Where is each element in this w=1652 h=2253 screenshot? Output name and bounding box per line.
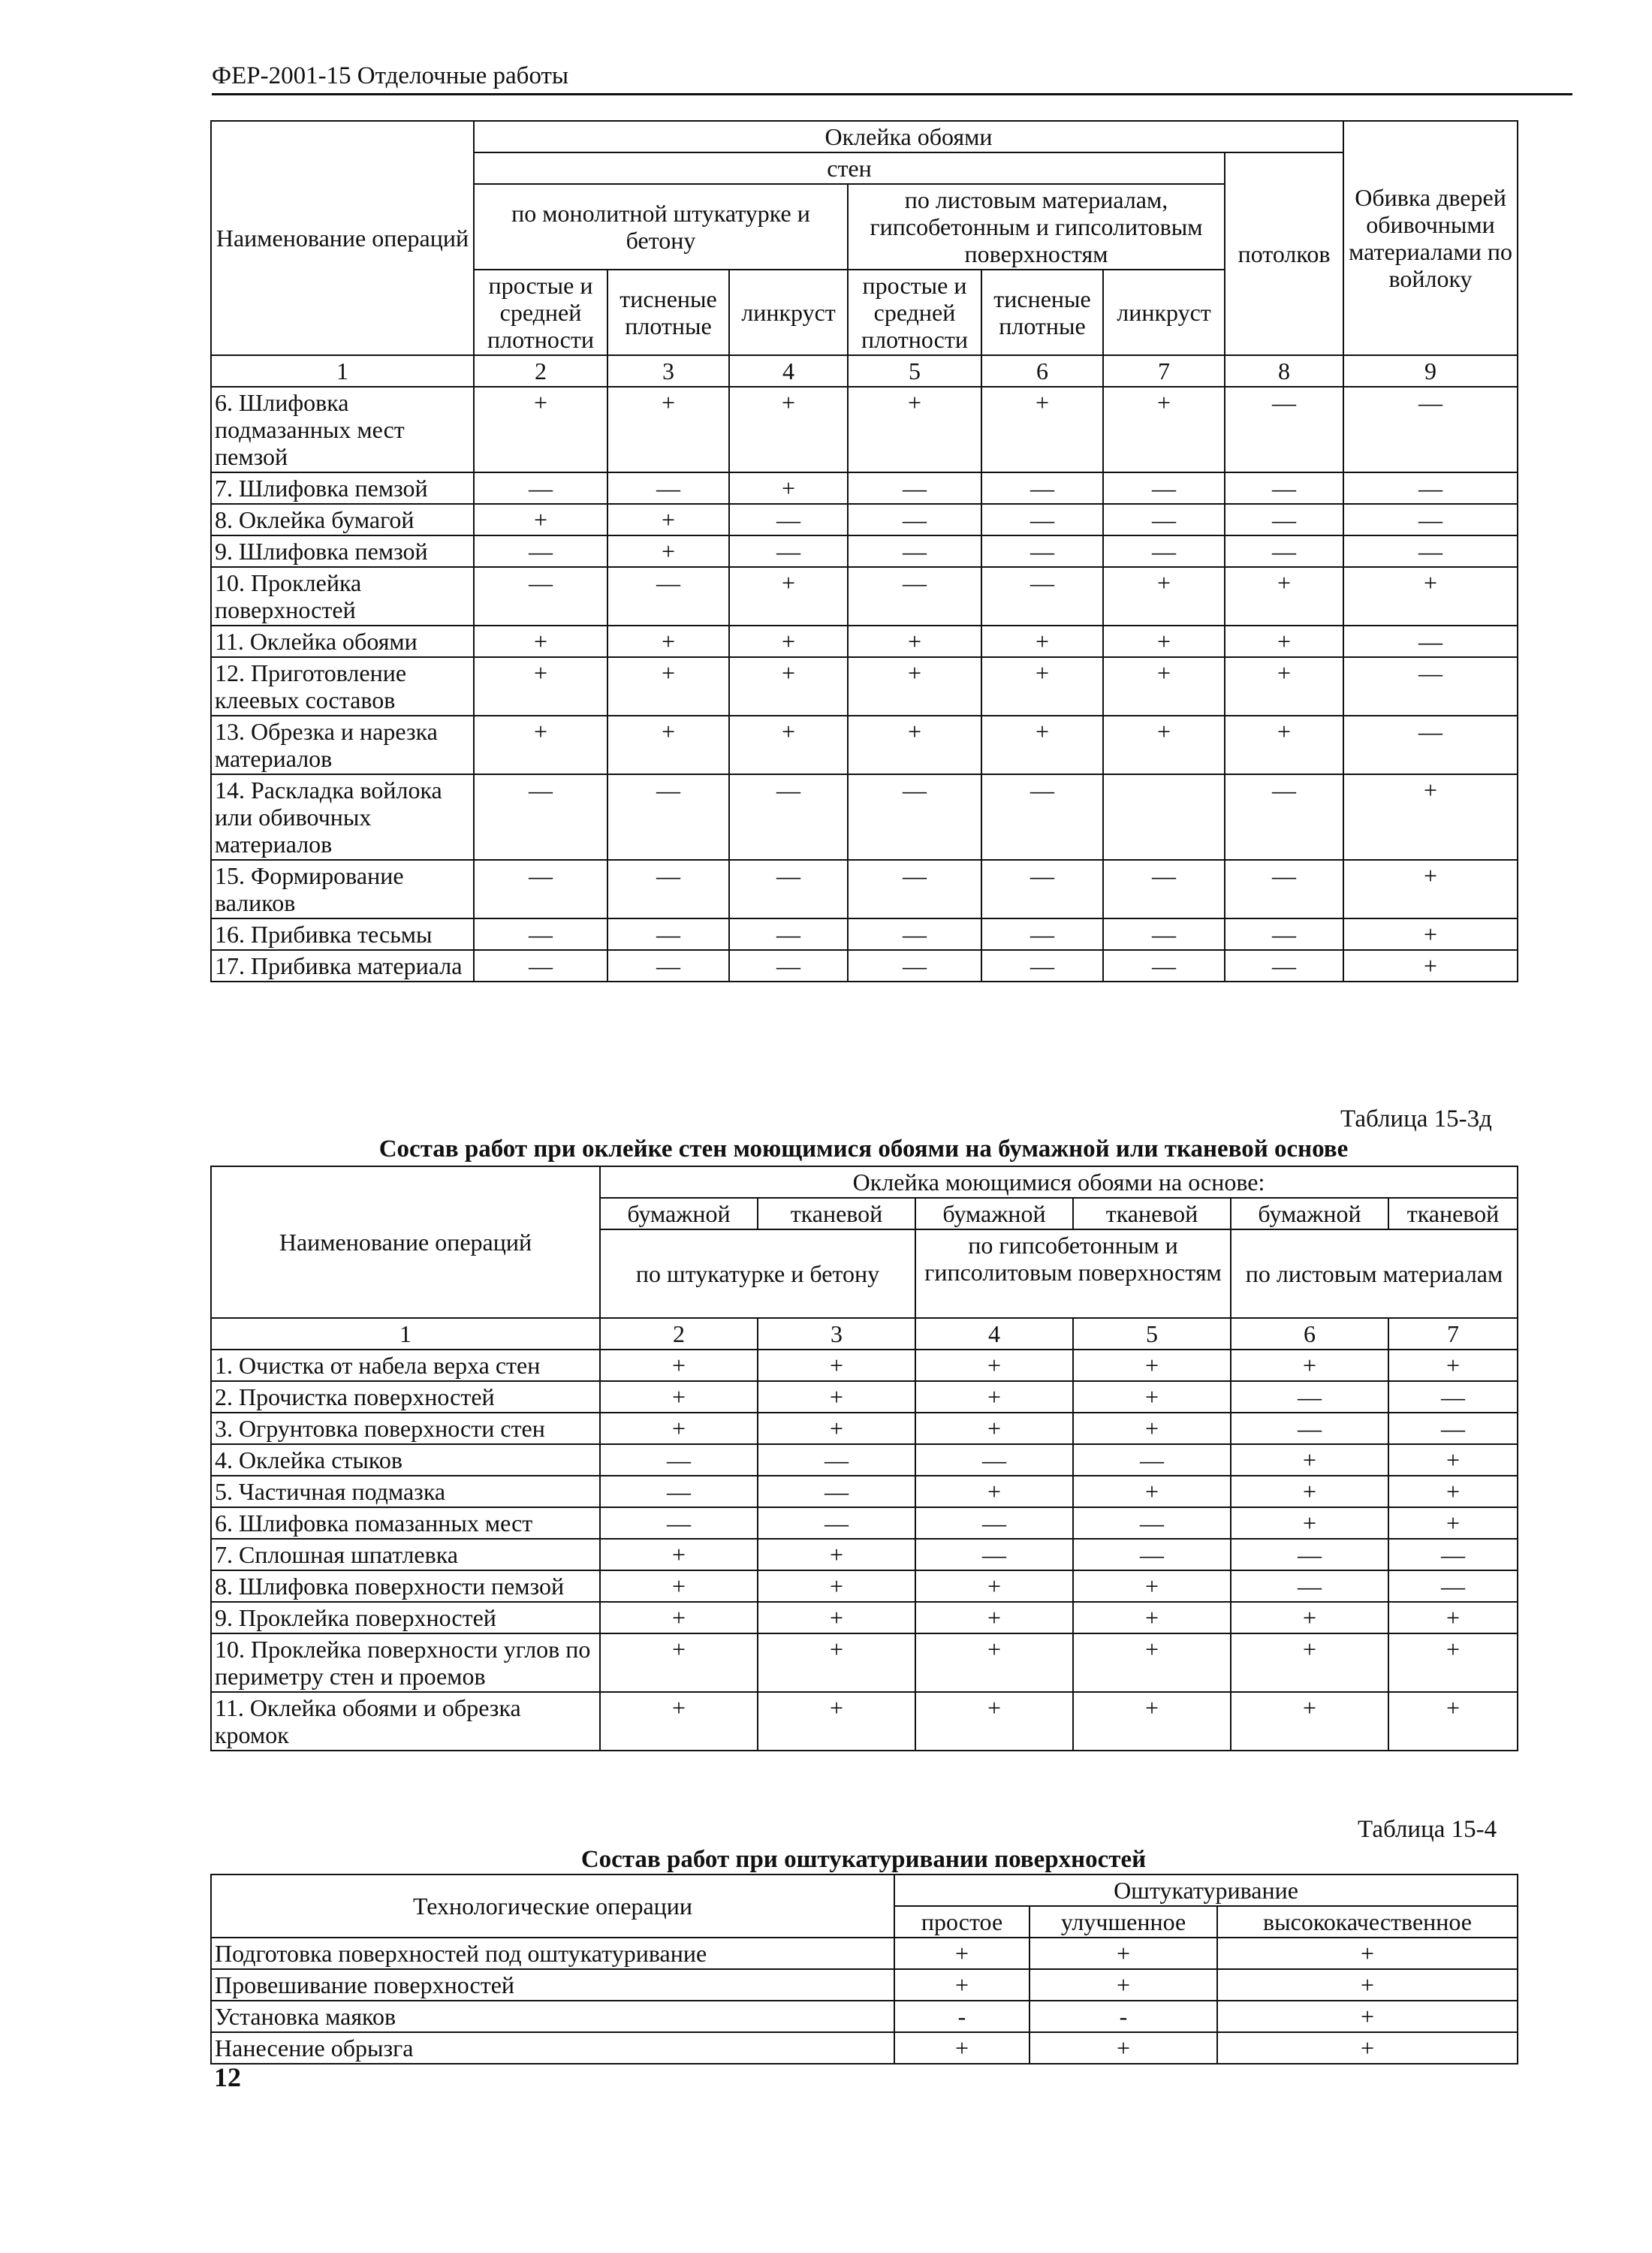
cell-value: —: [1343, 387, 1518, 472]
cell-value: +: [474, 626, 607, 657]
cell-value: —: [915, 1507, 1073, 1539]
operation-name: 8. Оклейка бумагой: [211, 504, 474, 535]
header-operation-name: Наименование операций: [211, 1166, 600, 1318]
table-label: Таблица 15-3д: [1340, 1105, 1492, 1133]
cell-value: —: [600, 1507, 758, 1539]
cell-value: +: [915, 1692, 1073, 1751]
cell-value: —: [981, 472, 1103, 504]
cell-value: +: [1388, 1507, 1518, 1539]
cell-value: +: [981, 716, 1103, 774]
cell-value: —: [1343, 472, 1518, 504]
cell-value: —: [848, 472, 981, 504]
cell-value: +: [1103, 387, 1225, 472]
cell-value: —: [1103, 504, 1225, 535]
header-door-upholstery: Обивка дверей обивочными материалами по войлоку: [1343, 121, 1518, 355]
cell-value: +: [915, 1570, 1073, 1602]
cell-value: —: [848, 567, 981, 626]
cell-value: —: [981, 567, 1103, 626]
col-number: 7: [1103, 355, 1225, 387]
cell-value: +: [1217, 2001, 1518, 2032]
operation-name: Провешивание поверхностей: [211, 1969, 894, 2001]
cell-value: —: [981, 950, 1103, 982]
header-walls: стен: [474, 152, 1225, 184]
cell-value: —: [1225, 387, 1343, 472]
column-numbers-row: [211, 1318, 1518, 1350]
cell-value: +: [474, 387, 607, 472]
cell-value: +: [758, 1381, 915, 1413]
cell-value: -: [1029, 2001, 1217, 2032]
operation-name: Установка маяков: [211, 2001, 894, 2032]
cell-value: —: [1103, 535, 1225, 567]
cell-value: +: [1231, 1444, 1388, 1476]
cell-value: —: [915, 1444, 1073, 1476]
header-wallpaper: Оклейка обоями: [474, 121, 1343, 152]
cell-value: +: [758, 1539, 915, 1570]
cell-value: +: [758, 1413, 915, 1444]
cell-value: +: [1225, 567, 1343, 626]
cell-value: —: [848, 535, 981, 567]
cell-value: +: [607, 504, 729, 535]
table-row: [211, 716, 1518, 774]
cell-value: —: [848, 774, 981, 860]
table-label: Таблица 15-4: [1358, 1816, 1497, 1843]
cell-value: +: [607, 387, 729, 472]
cell-value: —: [607, 860, 729, 918]
table-row: [211, 774, 1518, 860]
cell-value: —: [1073, 1444, 1231, 1476]
cell-value: +: [474, 504, 607, 535]
cell-value: +: [758, 1633, 915, 1692]
cell-value: —: [981, 860, 1103, 918]
operation-name: 6. Шлифовка подмазанных мест пемзой: [211, 387, 474, 472]
col-number: 1: [211, 355, 474, 387]
table-row: [211, 1444, 1518, 1476]
operation-name: Нанесение обрызга: [211, 2032, 894, 2064]
cell-value: +: [600, 1381, 758, 1413]
cell-value: +: [607, 657, 729, 716]
table-row: [211, 1507, 1518, 1539]
table-row: [211, 472, 1518, 504]
cell-value: +: [1073, 1381, 1231, 1413]
cell-value: +: [1388, 1444, 1518, 1476]
cell-value: +: [758, 1570, 915, 1602]
cell-value: +: [1388, 1692, 1518, 1751]
cell-value: —: [758, 1507, 915, 1539]
cell-value: —: [600, 1444, 758, 1476]
cell-value: [1103, 774, 1225, 860]
cell-value: +: [1103, 657, 1225, 716]
cell-value: +: [729, 626, 848, 657]
cell-value: +: [915, 1602, 1073, 1633]
cell-value: —: [848, 918, 981, 950]
cell-value: —: [607, 950, 729, 982]
table-row: [211, 950, 1518, 982]
col-number: 1: [211, 1318, 600, 1350]
cell-value: +: [1231, 1692, 1388, 1751]
cell-value: —: [607, 774, 729, 860]
cell-value: +: [729, 387, 848, 472]
cell-value: —: [848, 504, 981, 535]
col-number: 3: [758, 1318, 915, 1350]
col-number: 2: [600, 1318, 758, 1350]
cell-value: —: [1388, 1413, 1518, 1444]
cell-value: —: [1388, 1539, 1518, 1570]
cell-value: +: [607, 716, 729, 774]
cell-value: —: [474, 860, 607, 918]
cell-value: +: [848, 626, 981, 657]
cell-value: —: [1231, 1539, 1388, 1570]
header-gypsum: по гипсобетонным и гипсолитовым поверхностям: [915, 1229, 1231, 1318]
cell-value: +: [915, 1633, 1073, 1692]
cell-value: —: [758, 1444, 915, 1476]
cell-value: +: [1231, 1633, 1388, 1692]
cell-value: +: [600, 1602, 758, 1633]
header-embossed: тисненые плотные: [607, 270, 729, 355]
cell-value: +: [607, 626, 729, 657]
cell-value: +: [1073, 1602, 1231, 1633]
cell-value: —: [848, 950, 981, 982]
header-fabric-base: тканевой: [1073, 1198, 1231, 1229]
cell-value: +: [1073, 1476, 1231, 1507]
cell-value: —: [607, 472, 729, 504]
cell-value: +: [474, 716, 607, 774]
cell-value: —: [758, 1476, 915, 1507]
col-number: 4: [915, 1318, 1073, 1350]
table-title: Состав работ при оклейке стен моющимися обоями на бумажной или тканевой основе: [378, 1136, 1349, 1163]
cell-value: —: [1103, 950, 1225, 982]
cell-value: +: [981, 657, 1103, 716]
cell-value: +: [600, 1350, 758, 1381]
col-number: 8: [1225, 355, 1343, 387]
cell-value: +: [600, 1570, 758, 1602]
cell-value: —: [1103, 472, 1225, 504]
cell-value: —: [1343, 716, 1518, 774]
cell-value: —: [1103, 860, 1225, 918]
cell-value: +: [1231, 1476, 1388, 1507]
cell-value: +: [1343, 774, 1518, 860]
operation-name: 14. Раскладка войлока или обивочных материалов: [211, 774, 474, 860]
cell-value: —: [729, 535, 848, 567]
cell-value: +: [1225, 626, 1343, 657]
cell-value: —: [915, 1539, 1073, 1570]
cell-value: —: [1231, 1413, 1388, 1444]
cell-value: +: [758, 1350, 915, 1381]
operation-name: 1. Очистка от набела верха стен: [211, 1350, 600, 1381]
header-simple: простое: [894, 1906, 1029, 1938]
cell-value: +: [915, 1413, 1073, 1444]
cell-value: —: [1231, 1381, 1388, 1413]
cell-value: —: [729, 774, 848, 860]
cell-value: —: [1388, 1570, 1518, 1602]
table-row: [211, 860, 1518, 918]
cell-value: +: [758, 1692, 915, 1751]
cell-value: —: [848, 860, 981, 918]
header-plastering: Оштукатуривание: [894, 1874, 1518, 1906]
col-number: 5: [848, 355, 981, 387]
page-header: ФЕР-2001-15 Отделочные работы: [212, 60, 1572, 95]
cell-value: +: [607, 535, 729, 567]
operations-table-plastering: [210, 1874, 1518, 2064]
column-numbers-row: [211, 355, 1518, 387]
cell-value: +: [1343, 860, 1518, 918]
page-number: 12: [214, 2062, 241, 2092]
cell-value: +: [894, 2032, 1029, 2064]
cell-value: +: [1231, 1602, 1388, 1633]
header-paper-base: бумажной: [600, 1198, 758, 1229]
cell-value: —: [474, 950, 607, 982]
table-row: [211, 1969, 1518, 2001]
table-row: [211, 1413, 1518, 1444]
header-ceilings: потолков: [1225, 152, 1343, 355]
cell-value: +: [758, 1602, 915, 1633]
cell-value: +: [1103, 716, 1225, 774]
header-embossed: тисненые плотные: [981, 270, 1103, 355]
table-row: [211, 1570, 1518, 1602]
header-paper-base: бумажной: [1231, 1198, 1388, 1229]
cell-value: —: [981, 774, 1103, 860]
table-row: [211, 1350, 1518, 1381]
operation-name: 4. Оклейка стыков: [211, 1444, 600, 1476]
table-row: [211, 387, 1518, 472]
header-monolith: по монолитной штукатурке и бетону: [474, 184, 848, 270]
cell-value: —: [607, 567, 729, 626]
header-paper-base: бумажной: [915, 1198, 1073, 1229]
cell-value: +: [1388, 1350, 1518, 1381]
cell-value: +: [1073, 1570, 1231, 1602]
cell-value: —: [1225, 918, 1343, 950]
cell-value: +: [1103, 626, 1225, 657]
cell-value: +: [729, 657, 848, 716]
operation-name: 8. Шлифовка поверхности пемзой: [211, 1570, 600, 1602]
cell-value: —: [607, 918, 729, 950]
operation-name: 17. Прибивка материала: [211, 950, 474, 982]
cell-value: +: [600, 1539, 758, 1570]
cell-value: —: [474, 774, 607, 860]
cell-value: +: [600, 1413, 758, 1444]
operation-name: 9. Шлифовка пемзой: [211, 535, 474, 567]
cell-value: +: [1225, 657, 1343, 716]
operation-name: 7. Сплошная шпатлевка: [211, 1539, 600, 1570]
cell-value: —: [1073, 1507, 1231, 1539]
header-sheet-materials: по листовым материалам: [1231, 1229, 1518, 1318]
operation-name: Подготовка поверхностей под оштукатуривание: [211, 1938, 894, 1969]
cell-value: +: [848, 716, 981, 774]
header-fabric-base: тканевой: [1388, 1198, 1518, 1229]
cell-value: +: [1343, 567, 1518, 626]
table-row: [211, 2032, 1518, 2064]
header-operation-name: Наименование операций: [211, 121, 474, 355]
cell-value: +: [1217, 1969, 1518, 2001]
operation-name: 10. Проклейка поверхностей: [211, 567, 474, 626]
cell-value: —: [474, 535, 607, 567]
cell-value: —: [1225, 860, 1343, 918]
cell-value: —: [1225, 774, 1343, 860]
col-number: 7: [1388, 1318, 1518, 1350]
cell-value: +: [1388, 1633, 1518, 1692]
cell-value: +: [1225, 716, 1343, 774]
cell-value: +: [848, 387, 981, 472]
cell-value: +: [915, 1476, 1073, 1507]
cell-value: +: [915, 1350, 1073, 1381]
cell-value: +: [474, 657, 607, 716]
operation-name: 3. Огрунтовка поверхности стен: [211, 1413, 600, 1444]
cell-value: —: [729, 860, 848, 918]
cell-value: —: [729, 950, 848, 982]
table-row: [211, 1539, 1518, 1570]
table-row: [211, 2001, 1518, 2032]
cell-value: +: [915, 1381, 1073, 1413]
header-tech-operations: Технологические операции: [211, 1874, 894, 1938]
table-row: [211, 504, 1518, 535]
cell-value: +: [1073, 1633, 1231, 1692]
cell-value: +: [729, 472, 848, 504]
cell-value: —: [729, 504, 848, 535]
col-number: 6: [981, 355, 1103, 387]
cell-value: +: [1343, 950, 1518, 982]
cell-value: —: [1073, 1539, 1231, 1570]
header-washable-group: Оклейка моющимися обоями на основе:: [600, 1166, 1518, 1198]
cell-value: —: [981, 535, 1103, 567]
cell-value: +: [1029, 2032, 1217, 2064]
cell-value: +: [729, 567, 848, 626]
cell-value: —: [474, 918, 607, 950]
cell-value: —: [1225, 504, 1343, 535]
header-simple: простые и средней плотности: [474, 270, 607, 355]
cell-value: -: [894, 2001, 1029, 2032]
cell-value: +: [981, 626, 1103, 657]
cell-value: +: [1217, 2032, 1518, 2064]
cell-value: —: [981, 504, 1103, 535]
operation-name: 2. Прочистка поверхностей: [211, 1381, 600, 1413]
cell-value: +: [894, 1938, 1029, 1969]
cell-value: —: [1343, 626, 1518, 657]
operation-name: 11. Оклейка обоями и обрезка кромок: [211, 1692, 600, 1751]
cell-value: —: [1343, 504, 1518, 535]
cell-value: +: [1343, 918, 1518, 950]
operation-name: 5. Частичная подмазка: [211, 1476, 600, 1507]
header-fabric-base: тканевой: [758, 1198, 915, 1229]
operation-name: 6. Шлифовка помазанных мест: [211, 1507, 600, 1539]
cell-value: —: [1231, 1570, 1388, 1602]
table-row: [211, 1476, 1518, 1507]
col-number: 5: [1073, 1318, 1231, 1350]
table-title: Состав работ при оштукатуривании поверхностей: [580, 1846, 1147, 1873]
cell-value: —: [474, 472, 607, 504]
col-number: 4: [729, 355, 848, 387]
cell-value: —: [1225, 472, 1343, 504]
table-row: [211, 1692, 1518, 1751]
cell-value: —: [1103, 918, 1225, 950]
operation-name: 12. Приготовление клеевых составов: [211, 657, 474, 716]
operations-table-washable-wallpaper: [210, 1166, 1518, 1751]
cell-value: +: [729, 716, 848, 774]
cell-value: —: [1225, 950, 1343, 982]
cell-value: +: [1217, 1938, 1518, 1969]
cell-value: +: [1231, 1507, 1388, 1539]
operations-table-wallpaper: [210, 120, 1518, 982]
operation-name: 11. Оклейка обоями: [211, 626, 474, 657]
cell-value: —: [1343, 535, 1518, 567]
cell-value: —: [1343, 657, 1518, 716]
operation-name: 9. Проклейка поверхностей: [211, 1602, 600, 1633]
cell-value: +: [1073, 1413, 1231, 1444]
operation-name: 10. Проклейка поверхности углов по периметру стен и проемов: [211, 1633, 600, 1692]
col-number: 2: [474, 355, 607, 387]
col-number: 6: [1231, 1318, 1388, 1350]
table-row: [211, 567, 1518, 626]
cell-value: +: [848, 657, 981, 716]
table-row: [211, 1938, 1518, 1969]
cell-value: +: [981, 387, 1103, 472]
cell-value: —: [981, 918, 1103, 950]
cell-value: +: [1029, 1938, 1217, 1969]
operation-name: 13. Обрезка и нарезка материалов: [211, 716, 474, 774]
cell-value: +: [1231, 1350, 1388, 1381]
cell-value: +: [1388, 1476, 1518, 1507]
col-number: 3: [607, 355, 729, 387]
cell-value: +: [1073, 1692, 1231, 1751]
table-row: [211, 535, 1518, 567]
operation-name: 16. Прибивка тесьмы: [211, 918, 474, 950]
header-sheet-materials: по листовым материалам, гипсобетонным и гипсолитовым поверхностям: [848, 184, 1225, 270]
header-simple: простые и средней плотности: [848, 270, 981, 355]
cell-value: —: [729, 918, 848, 950]
header-improved: улучшенное: [1029, 1906, 1217, 1938]
header-lincrusta: линкруст: [1103, 270, 1225, 355]
cell-value: +: [600, 1633, 758, 1692]
cell-value: +: [1103, 567, 1225, 626]
cell-value: —: [600, 1476, 758, 1507]
table-row: [211, 1381, 1518, 1413]
header-plaster-concrete: по штукатурке и бетону: [600, 1229, 915, 1318]
cell-value: +: [894, 1969, 1029, 2001]
cell-value: +: [1029, 1969, 1217, 2001]
operation-name: 15. Формирование валиков: [211, 860, 474, 918]
col-number: 9: [1343, 355, 1518, 387]
cell-value: +: [600, 1692, 758, 1751]
table-row: [211, 626, 1518, 657]
cell-value: —: [474, 567, 607, 626]
cell-value: +: [1388, 1602, 1518, 1633]
cell-value: —: [1388, 1381, 1518, 1413]
cell-value: +: [1073, 1350, 1231, 1381]
operation-name: 7. Шлифовка пемзой: [211, 472, 474, 504]
table-row: [211, 1633, 1518, 1692]
cell-value: —: [1225, 535, 1343, 567]
table-row: [211, 1602, 1518, 1633]
table-row: [211, 657, 1518, 716]
table-row: [211, 918, 1518, 950]
header-high-quality: высококачественное: [1217, 1906, 1518, 1938]
header-lincrusta: линкруст: [729, 270, 848, 355]
